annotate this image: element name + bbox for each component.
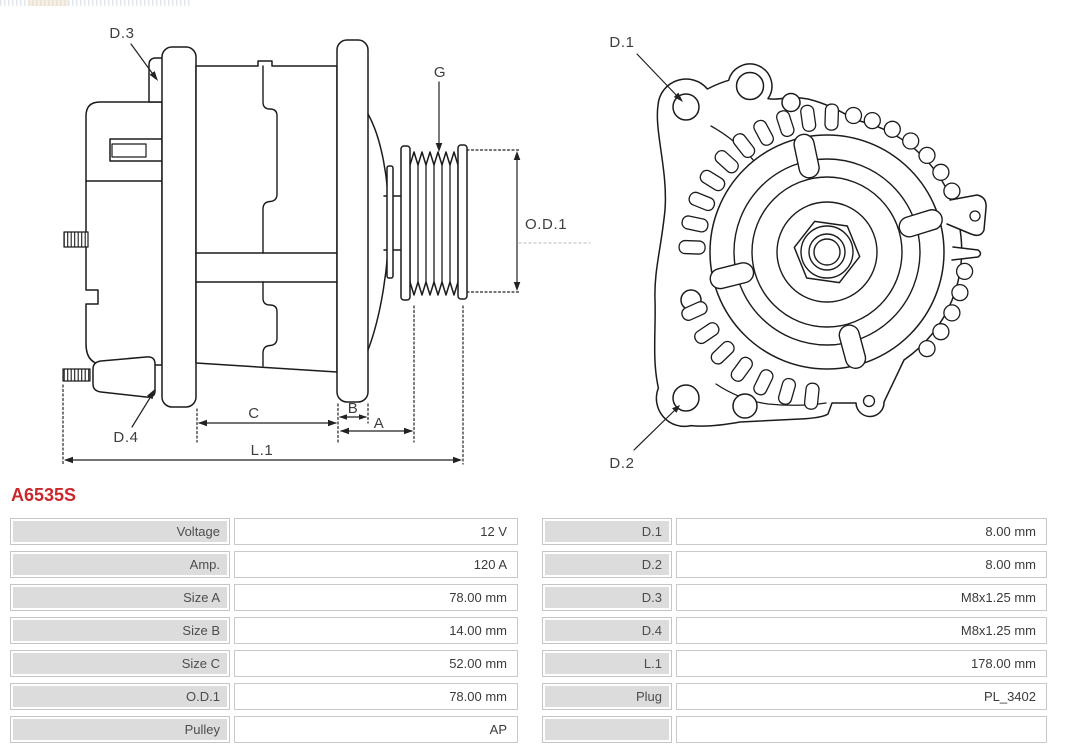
- dim-label-b: B: [347, 400, 359, 417]
- spec-label-cell: D.1: [542, 518, 672, 545]
- table-gap: [522, 683, 538, 710]
- spec-value-cell: 52.00 mm: [234, 650, 518, 677]
- spec-label-cell: Pulley: [10, 716, 230, 743]
- spec-label-cell: Plug: [542, 683, 672, 710]
- spec-value-cell: 8.00 mm: [676, 551, 1047, 578]
- spec-label-cell: D.3: [542, 584, 672, 611]
- spec-label-cell: D.2: [542, 551, 672, 578]
- spec-label-cell: Size B: [10, 617, 230, 644]
- spec-label-cell: D.4: [542, 617, 672, 644]
- table-gap: [522, 650, 538, 677]
- dim-label-g: G: [433, 64, 447, 81]
- table-row: [10, 716, 1047, 743]
- spec-label-cell: Size C: [10, 650, 230, 677]
- front-view: [609, 34, 986, 472]
- dim-label-c: C: [248, 405, 260, 422]
- spec-value-cell: 78.00 mm: [234, 584, 518, 611]
- spec-label-cell: Size A: [10, 584, 230, 611]
- pulley: [401, 145, 467, 300]
- spec-value-cell: 8.00 mm: [676, 518, 1047, 545]
- spec-label-cell: Amp.: [10, 551, 230, 578]
- table-gap: [522, 617, 538, 644]
- spec-value-cell: 178.00 mm: [676, 650, 1047, 677]
- spec-label-cell: O.D.1: [10, 683, 230, 710]
- dim-label-d2: D.2: [609, 455, 635, 472]
- spec-value-cell: 12 V: [234, 518, 518, 545]
- dim-label-d1: D.1: [609, 34, 635, 51]
- dim-label-d3: D.3: [109, 25, 135, 42]
- table-row: [10, 584, 1047, 611]
- spec-value-cell: AP: [234, 716, 518, 743]
- dim-label-l1: L.1: [250, 442, 274, 459]
- dim-label-od1: O.D.1: [525, 216, 568, 233]
- table-row: [10, 551, 1047, 578]
- dim-label-d4: D.4: [113, 429, 139, 446]
- spec-value-cell: M8x1.25 mm: [676, 584, 1047, 611]
- spec-value-cell: PL_3402: [676, 683, 1047, 710]
- spec-table: [10, 518, 1047, 749]
- side-view: [63, 25, 590, 464]
- table-gap: [522, 551, 538, 578]
- spec-value-cell: 14.00 mm: [234, 617, 518, 644]
- part-number: A6535S: [11, 485, 77, 505]
- d3-boss: [149, 58, 163, 102]
- table-gap: [522, 716, 538, 743]
- table-row: [10, 650, 1047, 677]
- spec-value-cell: 78.00 mm: [234, 683, 518, 710]
- spec-value-cell: M8x1.25 mm: [676, 617, 1047, 644]
- spec-label-cell: L.1: [542, 650, 672, 677]
- table-row: [10, 518, 1047, 545]
- spec-value-cell: [676, 716, 1047, 743]
- spec-label-cell: [542, 716, 672, 743]
- spec-label-cell: Voltage: [10, 518, 230, 545]
- mounting-stud: [63, 369, 90, 381]
- table-gap: [522, 584, 538, 611]
- spec-value-cell: 120 A: [234, 551, 518, 578]
- d4-boss: [93, 357, 155, 397]
- table-row: [10, 617, 1047, 644]
- terminal-stud: [64, 232, 88, 247]
- table-row: [10, 683, 1047, 710]
- dim-label-a: A: [373, 415, 385, 432]
- table-gap: [522, 518, 538, 545]
